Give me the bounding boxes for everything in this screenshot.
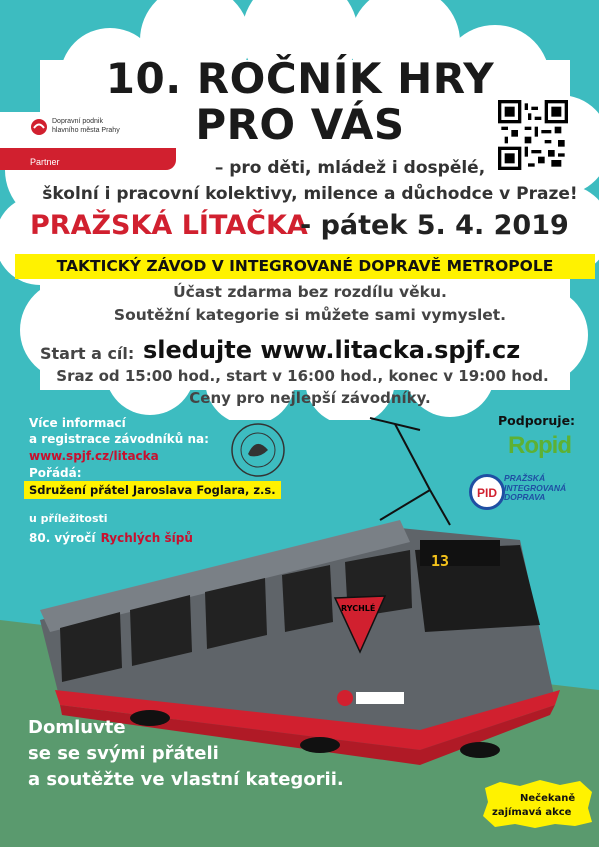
starburst-badge: [480, 778, 595, 830]
foglar-seal-icon: [230, 422, 286, 478]
footer-line1: Domluvte: [28, 717, 126, 738]
organizer-name: Sdružení přátel Jaroslava Foglara, z.s.: [24, 481, 281, 499]
pid-line2: INTEGROVANÁ: [504, 482, 567, 493]
tram-route-number: 13: [431, 552, 450, 570]
event-date: - pátek 5. 4. 2019: [300, 210, 569, 241]
prizes-text: Ceny pro nejlepší závodníky.: [189, 389, 431, 407]
sponsors-label: Podporuje:: [498, 413, 576, 428]
info-line1: Účast zdarma bez rozdílu věku.: [173, 283, 447, 301]
info-line2: Soutěžní kategorie si můžete sami vymyslet.: [113, 306, 507, 324]
tram-badge-text: RYCHLÉ: [341, 604, 376, 613]
registration-link[interactable]: www.spjf.cz/litacka: [29, 449, 159, 463]
footer-line3: a soutěžte ve vlastní kategorii.: [28, 769, 344, 790]
unexpected-line2: zajímavá akce: [492, 807, 572, 818]
event-name: PRAŽSKÁ LÍTAČKA: [30, 210, 308, 241]
pid-text: [504, 474, 566, 503]
footer-message: [28, 715, 344, 793]
partner-name-line2: hlavního města Prahy: [52, 127, 120, 134]
pid-line3: DOPRAVA: [504, 492, 546, 502]
unexpected-line1: Nečekaně: [520, 793, 576, 804]
start-label: Start a cíl:: [40, 344, 135, 363]
schedule-text: Sraz od 15:00 hod., start v 16:00 hod., konec v 19:00 hod.: [56, 367, 549, 385]
svg-text:PID: PID: [477, 486, 498, 500]
partner-label: Partner: [30, 157, 60, 167]
band-text: TAKTICKÝ ZÁVOD V INTEGROVANÉ DOPRAVĚ METROPOLE: [56, 257, 554, 275]
occasion-prefix: 80. výročí: [29, 531, 96, 545]
subtitle-line1: – pro děti, mládež i dospělé,: [214, 158, 486, 178]
occasion-highlight: Rychlých šípů: [100, 531, 193, 545]
occasion-line2: [29, 527, 193, 546]
more-info-line2: a registrace závodníků na:: [29, 432, 209, 446]
headline-line2: PRO VÁS: [195, 100, 405, 149]
ropid-logo: Ropid: [508, 432, 571, 459]
headline-line1: 10. ROČNÍK HRY: [105, 54, 495, 103]
pantograph: [370, 418, 450, 525]
partner-name-line1: Dopravní podnik: [52, 118, 103, 125]
occasion-line1: u příležitosti: [29, 512, 108, 525]
footer-line2: se se svými přáteli: [28, 743, 219, 764]
pid-line1: PRAŽSKÁ: [504, 473, 546, 483]
pid-logo-icon: [469, 474, 505, 510]
organizer-label: Pořádá:: [29, 466, 82, 480]
subtitle-line2: školní i pracovní kolektivy, milence a důchodce v Praze!: [42, 184, 578, 204]
start-url-link[interactable]: sledujte www.litacka.spjf.cz: [143, 336, 521, 364]
more-info-line1: Více informací: [29, 416, 126, 430]
